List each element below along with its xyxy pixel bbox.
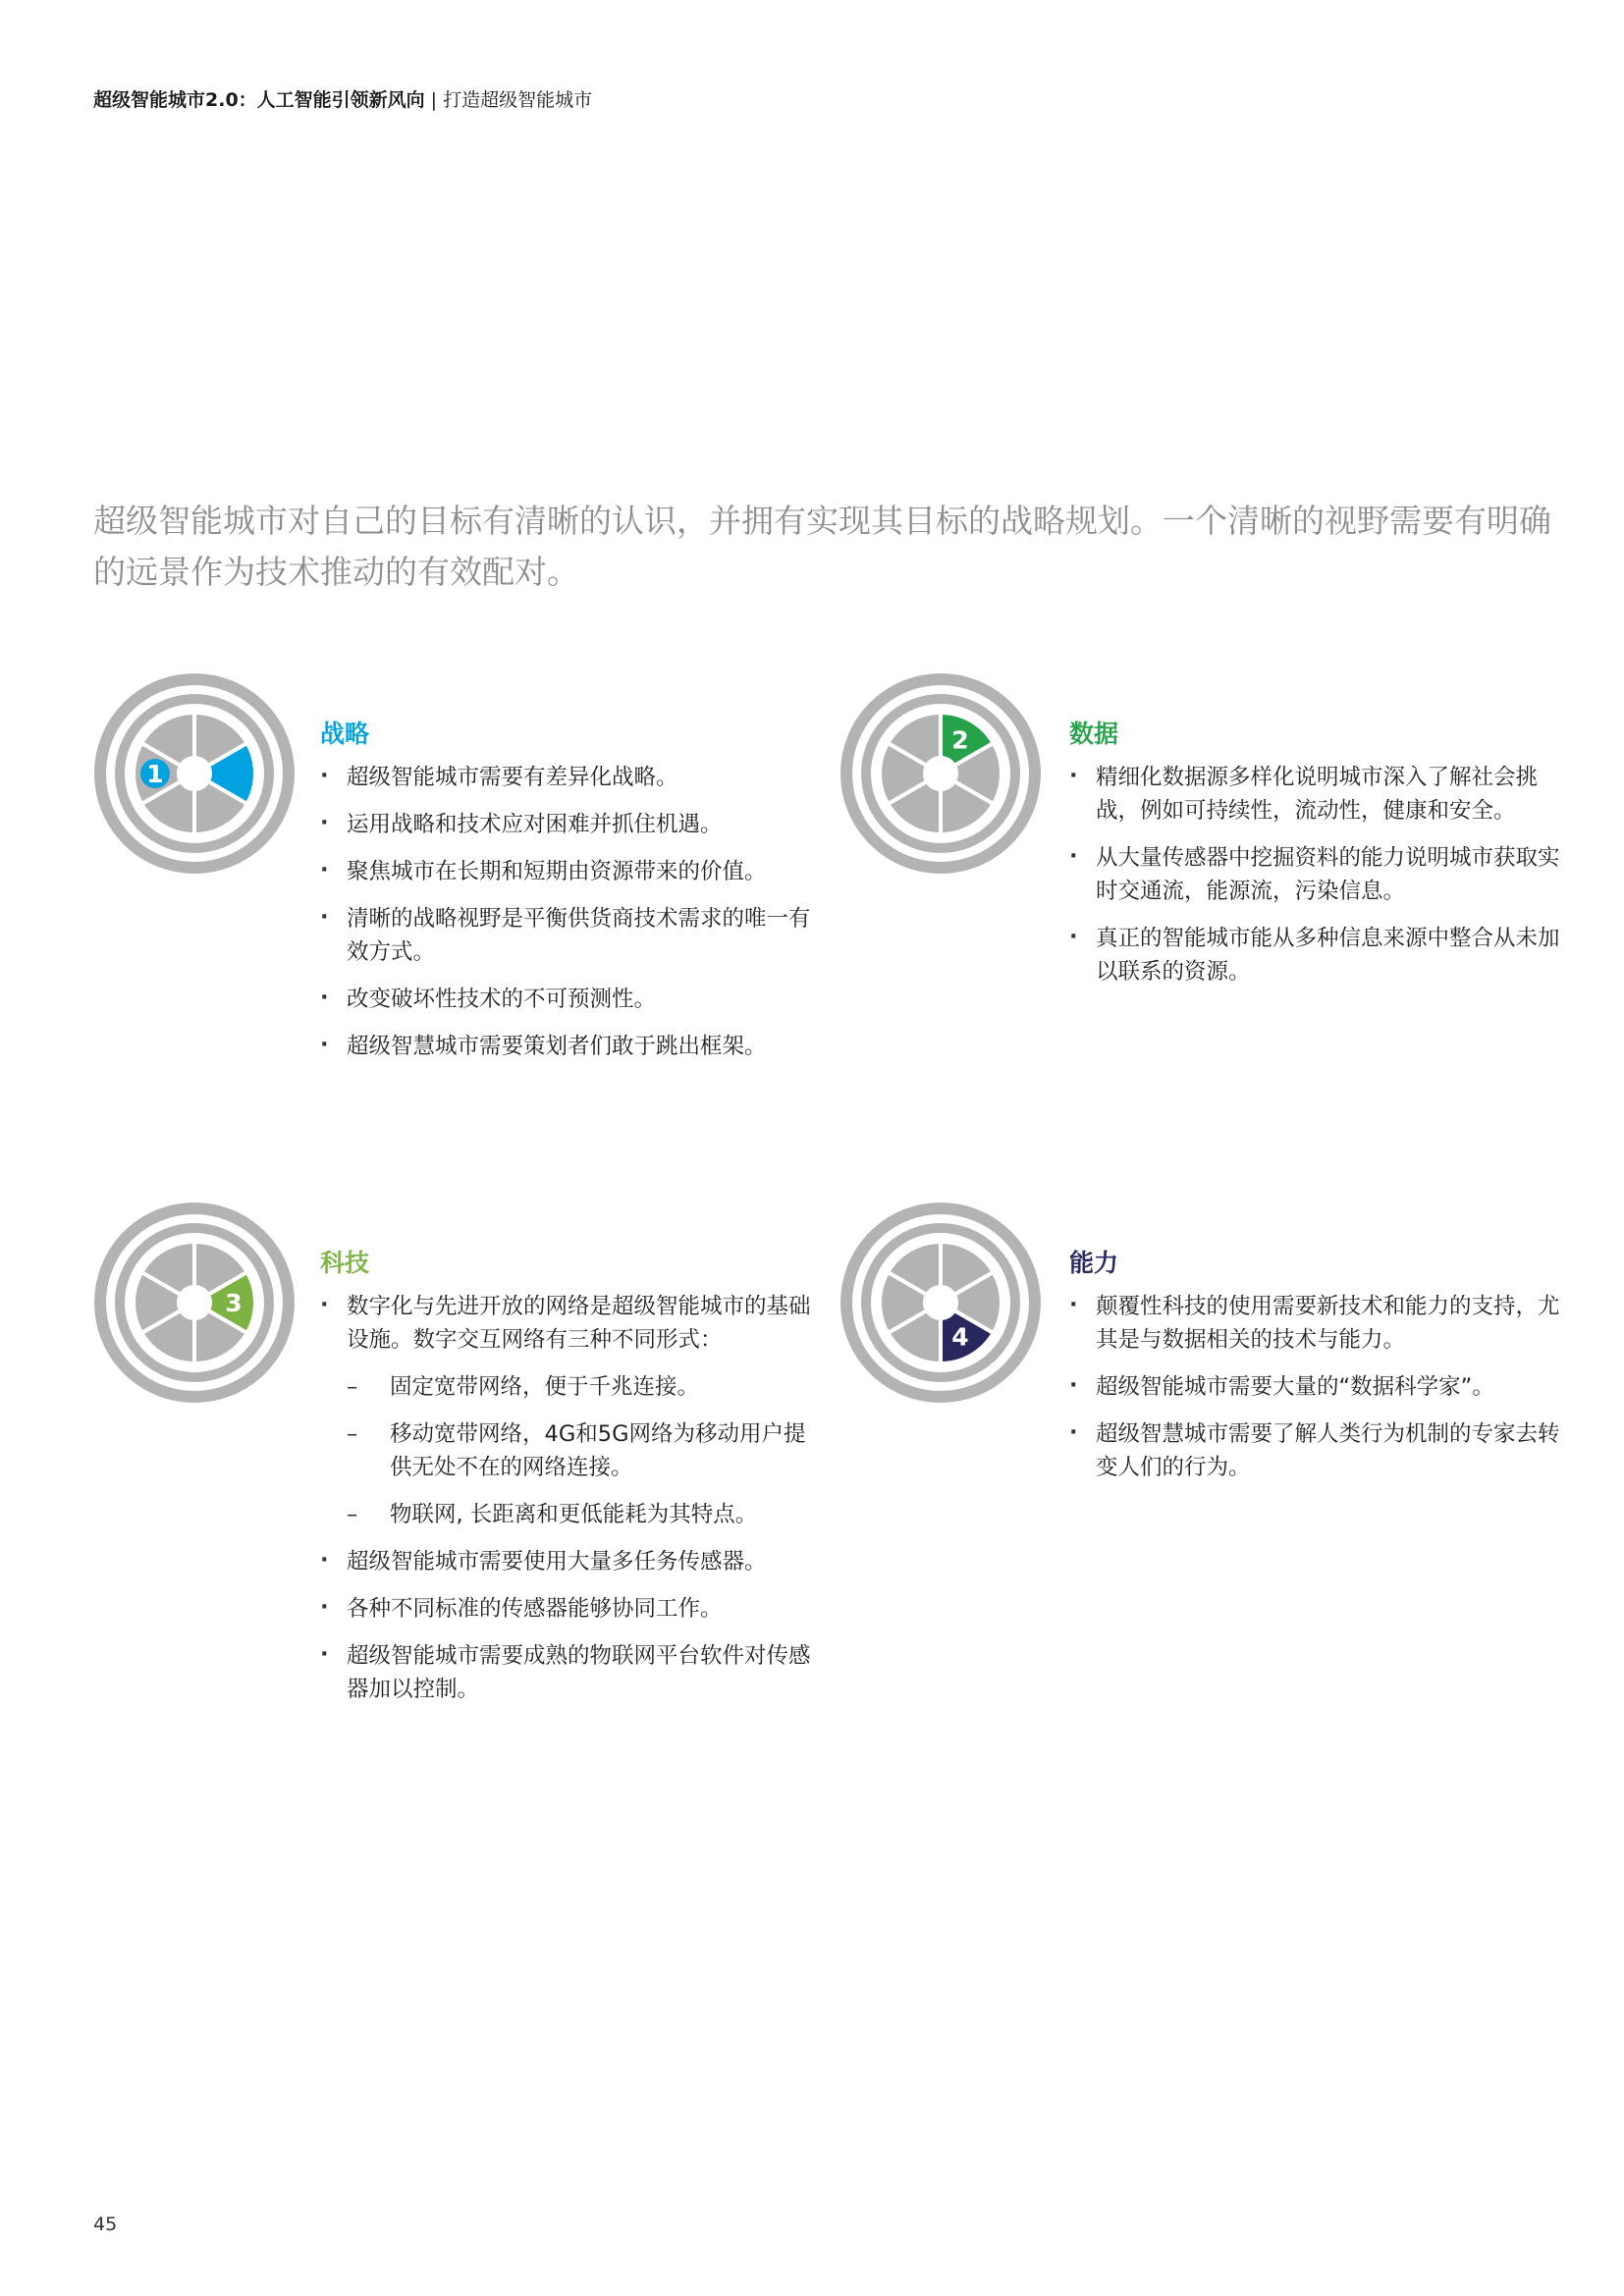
section-title: 科技 [320,1249,370,1277]
bullet-item: · 真正的智能城市能从多种信息来源中整合从未加以联系的资源。 [1069,922,1560,988]
bullet-item [320,1290,811,1531]
page-number: 45 [93,2214,118,2235]
section-number: 2 [951,725,969,755]
section-content [1069,1247,1560,1498]
bullet-item: · 超级智能城市需要有差异化战略。 [320,761,811,794]
section-number: 3 [225,1289,243,1317]
bullet-item: · 清晰的战略视野是平衡供货商技术需求的唯一有效方式。 [320,902,811,969]
bullet-item: · 超级智慧城市需要策划者们敢于跳出框架。 [320,1030,811,1063]
section-content [1069,718,1560,1002]
target-wheel-icon [838,1200,1044,1406]
header-subtitle: 打造超级智能城市 [443,89,593,111]
bullet-item: · 超级智能城市需要使用大量多任务传感器。 [320,1545,811,1578]
bullet-item: · 超级智慧城市需要了解人类行为机制的专家去转变人们的行为。 [1069,1417,1560,1484]
section-number: 1 [146,760,164,788]
bullet-text: 数字化与先进开放的网络是超级智能城市的基础设施。数字交互网络有三种不同形式： [347,1294,811,1353]
header-separator: | [430,89,438,111]
section-number: 4 [951,1322,969,1352]
section-title: 能力 [1069,1249,1119,1277]
target-wheel-icon [91,1200,298,1406]
running-header [93,88,592,112]
header-title: 超级智能城市2.0：人工智能引领新风向 [93,89,425,111]
bullet-item: · 改变破坏性技术的不可预测性。 [320,983,811,1016]
bullet-list [1069,761,1560,988]
target-wheel-icon [91,670,298,877]
section-title: 战略 [320,720,370,748]
wheel-hub [181,760,208,787]
bullet-item: · 聚焦城市在长期和短期由资源带来的价值。 [320,855,811,888]
wheel-hub [181,1289,208,1316]
section-title: 数据 [1069,720,1119,748]
wheel-hub [927,1289,954,1316]
section-content [320,718,811,1077]
intro-paragraph: 超级智能城市对自己的目标有清晰的认识，并拥有实现其目标的战略规划。一个清晰的视野需要有明确的远景作为技术推动的有效配对。 [93,502,1551,591]
bullet-item: · 各种不同标准的传感器能够协同工作。 [320,1592,811,1626]
sub-bullet-list [347,1370,811,1531]
bullet-item: · 颠覆性科技的使用需要新技术和能力的支持，尤其是与数据相关的技术与能力。 [1069,1290,1560,1357]
section-content [320,1247,811,1720]
bullet-list [1069,1290,1560,1484]
bullet-item: · 从大量传感器中挖掘资料的能力说明城市获取实时交通流，能源流，污染信息。 [1069,841,1560,908]
sub-bullet-item: – 固定宽带网络，便于千兆连接。 [347,1370,811,1404]
bullet-item: · 运用战略和技术应对困难并抓住机遇。 [320,808,811,841]
wheel-hub [927,760,954,787]
bullet-item: · 精细化数据源多样化说明城市深入了解社会挑战，例如可持续性，流动性，健康和安全。 [1069,761,1560,828]
sub-bullet-item: – 移动宽带网络，4G和5G网络为移动用户提供无处不在的网络连接。 [347,1417,811,1484]
bullet-list [320,1290,811,1706]
sub-bullet-item: – 物联网, 长距离和更低能耗为其特点。 [347,1498,811,1531]
bullet-item: · 超级智能城市需要大量的“数据科学家”。 [1069,1370,1560,1404]
bullet-list [320,761,811,1063]
bullet-item: · 超级智能城市需要成熟的物联网平台软件对传感器加以控制。 [320,1639,811,1706]
target-wheel-icon [838,670,1044,877]
